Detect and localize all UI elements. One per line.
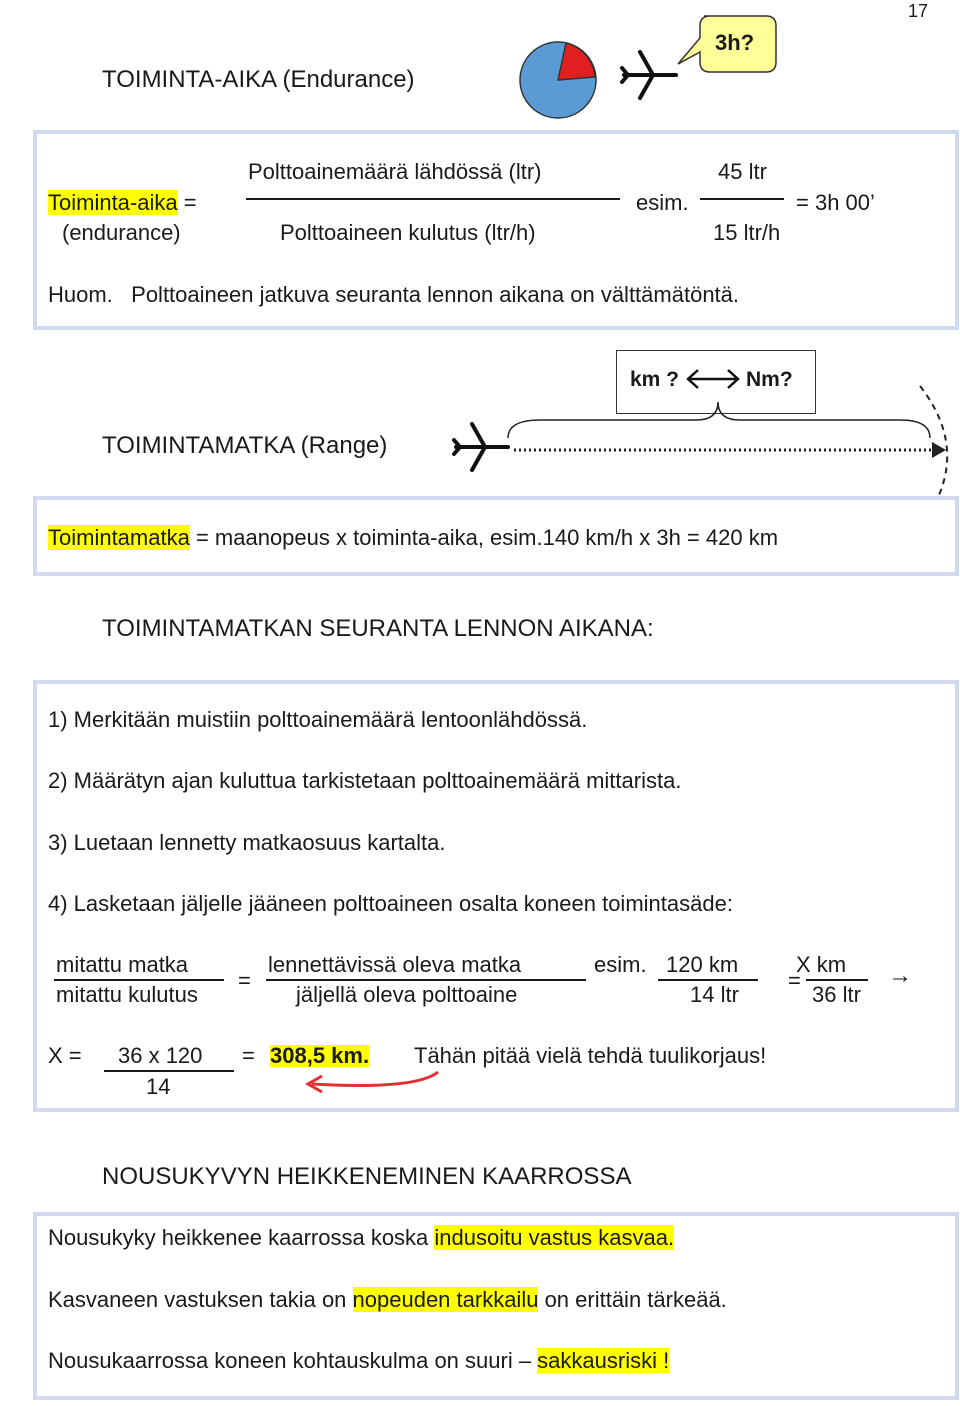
- x-result: 308,5 km.: [270, 1043, 370, 1068]
- x-label: X =: [48, 1043, 82, 1068]
- endurance-numerator: Polttoainemäärä lähdössä (ltr): [248, 159, 542, 184]
- step-2: 2) Määrätyn ajan kuluttua tarkistetaan polttoainemäärä mittarista.: [48, 768, 682, 793]
- equals-sign: =: [788, 968, 801, 993]
- page-number: 17: [908, 1, 929, 21]
- units-km: km ?: [630, 368, 680, 391]
- climb-heading: NOUSUKYVYN HEIKKENEMINEN KAARROSSA: [102, 1163, 632, 1190]
- endurance-label: Toiminta-aika =: [48, 190, 197, 215]
- frac2-numerator: lennettävissä oleva matka: [268, 952, 522, 977]
- endurance-bubble-text: 3h?: [715, 30, 755, 55]
- x-denominator: 14: [146, 1074, 171, 1099]
- x-equals: =: [242, 1043, 255, 1068]
- fraction-line: [700, 198, 784, 200]
- example-label: esim.: [594, 952, 647, 977]
- frac4-numerator: X km: [796, 952, 847, 977]
- fraction-line: [246, 198, 620, 200]
- wind-correction-note: Tähän pitää vielä tehdä tuulikorjaus!: [414, 1043, 767, 1068]
- units-nm: Nm?: [746, 368, 793, 391]
- fraction-line: [104, 1070, 234, 1072]
- frac4-denominator: 36 ltr: [812, 982, 861, 1007]
- endurance-result: = 3h 00’: [796, 190, 875, 215]
- climb-line-2: Kasvaneen vastuksen takia on nopeuden tarkkailu on erittäin tärkeää.: [48, 1287, 727, 1312]
- endurance-note: Huom. Polttoaineen jatkuva seuranta lennon aikana on välttämätöntä.: [48, 282, 740, 307]
- frac3-numerator: 120 km: [666, 952, 739, 977]
- fuel-clock-icon: [518, 40, 598, 120]
- frac1-numerator: mitattu matka: [56, 952, 189, 977]
- fraction-line: [54, 979, 224, 981]
- frac1-denominator: mitattu kulutus: [56, 982, 198, 1007]
- monitoring-heading: TOIMINTAMATKAN SEURANTA LENNON AIKANA:: [102, 615, 654, 642]
- frac2-denominator: jäljellä oleva polttoaine: [296, 982, 518, 1007]
- endurance-label-en: (endurance): [62, 220, 181, 245]
- step-4: 4) Lasketaan jäljelle jääneen polttoaineen osalta koneen toimintasäde:: [48, 891, 733, 916]
- step-3: 3) Luetaan lennetty matkaosuus kartalta.: [48, 830, 446, 855]
- fraction-line: [266, 979, 586, 981]
- step-1: 1) Merkitään muistiin polttoainemäärä lentoonlähdössä.: [48, 707, 588, 732]
- equals-sign: =: [238, 968, 251, 993]
- fraction-line: [806, 979, 868, 981]
- range-formula: Toimintamatka = maanopeus x toiminta-aika, esim.140 km/h x 3h = 420 km: [48, 525, 779, 550]
- example-label: esim.: [636, 190, 689, 215]
- arrow-right-icon: →: [888, 962, 912, 989]
- x-numerator: 36 x 120: [118, 1043, 203, 1068]
- fraction-line: [658, 979, 758, 981]
- curved-arrow-icon: [296, 1068, 446, 1098]
- example-denominator: 15 ltr/h: [713, 220, 781, 245]
- example-numerator: 45 ltr: [718, 159, 767, 184]
- frac3-denominator: 14 ltr: [690, 982, 739, 1007]
- climb-line-3: Nousukaarrossa koneen kohtauskulma on suuri – sakkausriski !: [48, 1348, 670, 1373]
- range-heading: TOIMINTAMATKA (Range): [102, 432, 388, 459]
- endurance-denominator: Polttoaineen kulutus (ltr/h): [280, 220, 536, 245]
- climb-line-1: Nousukyky heikkenee kaarrossa koska indusoitu vastus kasvaa.: [48, 1225, 675, 1250]
- endurance-heading: TOIMINTA-AIKA (Endurance): [102, 66, 415, 93]
